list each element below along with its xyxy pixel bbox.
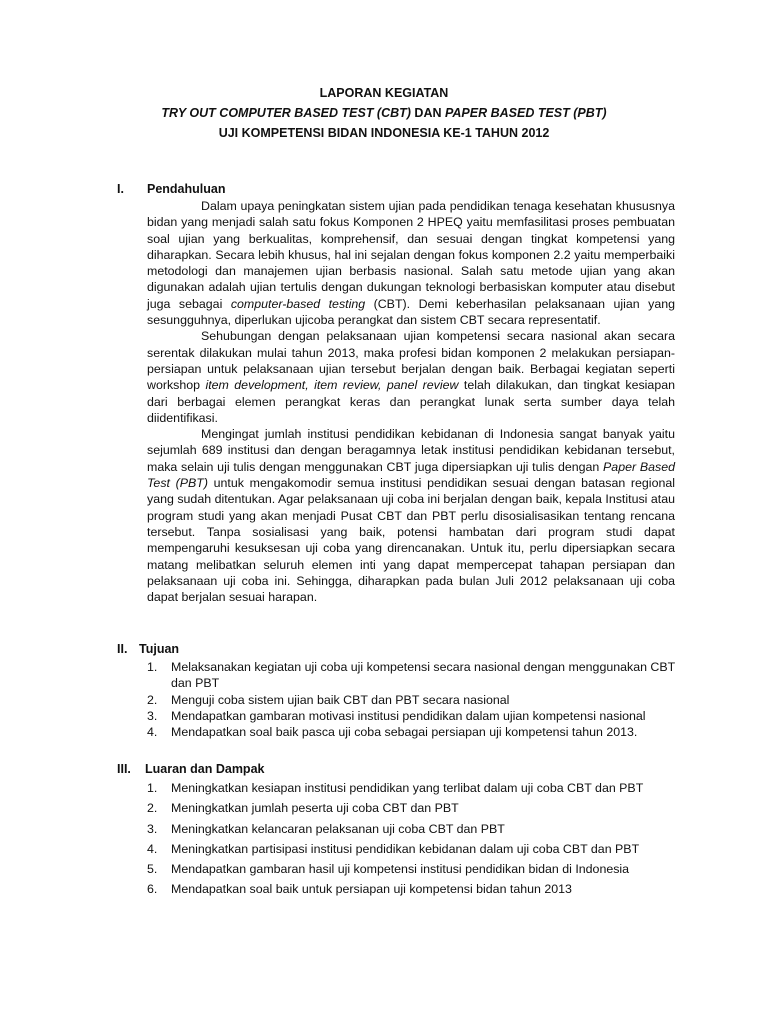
paragraph: Sehubungan dengan pelaksanaan ujian kompetensi secara nasional akan secara serentak dilakukan mulai tahun 2013, maka profesi bidan komponen 2 melakukan persiapan-persiapan untuk pelaksanaan ujian tersebut berjalan dengan baik. Berbagai kegiatan seperti workshop item development, item review, panel review telah dilakukan, dan tingkat kesiapan dari berbagai elemen perangkat keras dan perangkat lunak serta sumber daya telah diidentifikasi.	[147, 329, 675, 425]
section-number: III.	[117, 762, 131, 776]
objectives-list	[147, 659, 675, 740]
list-item: 2. Menguji coba sistem ujian baik CBT dan PBT secara nasional	[147, 692, 510, 707]
subtitle-pbt: PAPER BASED TEST (PBT)	[444, 106, 607, 120]
section-body-pendahuluan	[147, 198, 675, 605]
report-subtitle	[0, 106, 768, 120]
report-event-title: UJI KOMPETENSI BIDAN INDONESIA KE-1 TAHUN 2012	[218, 126, 550, 140]
list-item: 4. Mendapatkan soal baik pasca uji coba sebagai persiapan uji kompetensi tahun 2013.	[147, 725, 638, 740]
subtitle-conjunction: DAN	[410, 106, 445, 120]
section-title: Tujuan	[139, 642, 180, 656]
list-item: 4. Meningkatkan partisipasi institusi pendidikan kebidanan dalam uji coba CBT dan PBT	[147, 841, 640, 856]
list-item: 3. Meningkatkan kelancaran pelaksanan uji coba CBT dan PBT	[147, 821, 505, 836]
section-number: I.	[117, 182, 124, 196]
paragraph: Dalam upaya peningkatan sistem ujian pada pendidikan tenaga kesehatan khususnya bidan yang menjadi salah satu fokus Komponen 2 HPEQ yaitu memfasilitasi proses pembuatan soal ujian yang berkualitas, komprehensif, dan sesuai dengan tingkat kompetensi yang diharapkan. Secara lebih khusus, hal ini sejalan dengan fokus komponen 2.2 yaitu memperbaiki metodologi dan manajemen ujian berbasis nasional. Salah satu metode ujian yang akan digunakan adalah ujian tertulis dengan dukungan teknologi berbasiskan komputer atau disebut juga sebagai computer-based testing (CBT). Demi keberhasilan pelaksanaan ujian yang sesungguhnya, diperlukan ujicoba perangkat dan sistem CBT secara representatif.	[147, 199, 676, 328]
section-title: Luaran dan Dampak	[145, 762, 265, 776]
outcomes-list	[147, 780, 675, 898]
list-item: 1. Meningkatkan kesiapan institusi pendidikan yang terlibat dalam uji coba CBT dan PBT	[147, 781, 644, 795]
list-item: 5. Mendapatkan gambaran hasil uji kompetensi institusi pendidikan bidan di Indonesia	[147, 862, 630, 877]
report-title: LAPORAN KEGIATAN	[319, 86, 449, 100]
list-item: 1. Melaksanakan kegiatan uji coba uji kompetensi secara nasional dengan menggunakan CBT dan PBT	[147, 660, 675, 691]
paragraph: Mengingat jumlah institusi pendidikan kebidanan di Indonesia sangat banyak yaitu sejumlah 689 institusi dan dengan beragamnya letak institusi pendidikan kebidanan tersebut, maka selain uji tulis dengan menggunakan CBT juga dipersiapkan uji tulis dengan Paper Based Test (PBT) untuk mengakomodir semua institusi pendidikan sesuai dengan batasan regional yang sudah ditentukan. Agar pelaksanaan uji coba ini berjalan dengan baik, kepala Institusi atau program studi yang akan menjadi Pusat CBT dan PBT perlu disosialisasikan tentang rencana tersebut. Tanpa sosialisasi yang baik, potensi hambatan dari program studi dapat mempengaruhi kesuksesan uji coba yang direncanakan. Untuk itu, perlu dipersiapkan secara matang melibatkan seluruh elemen inti yang dapat mempercepat tahapan persiapan dan pelaksanaan uji coba ini. Sehingga, diharapkan pada bulan Juli 2012 pelaksanaan uji coba dapat berjalan sesuai harapan.	[147, 427, 675, 605]
section-number: II.	[117, 642, 128, 656]
section-title: Pendahuluan	[147, 182, 226, 196]
list-item: 2. Meningkatkan jumlah peserta uji coba CBT dan PBT	[147, 801, 459, 816]
list-item: 6. Mendapatkan soal baik untuk persiapan uji kompetensi bidan tahun 2013	[147, 882, 572, 897]
list-item: 3. Mendapatkan gambaran motivasi institusi pendidikan dalam ujian kompetensi nasional	[147, 708, 646, 723]
subtitle-cbt: TRY OUT COMPUTER BASED TEST (CBT)	[161, 106, 411, 120]
